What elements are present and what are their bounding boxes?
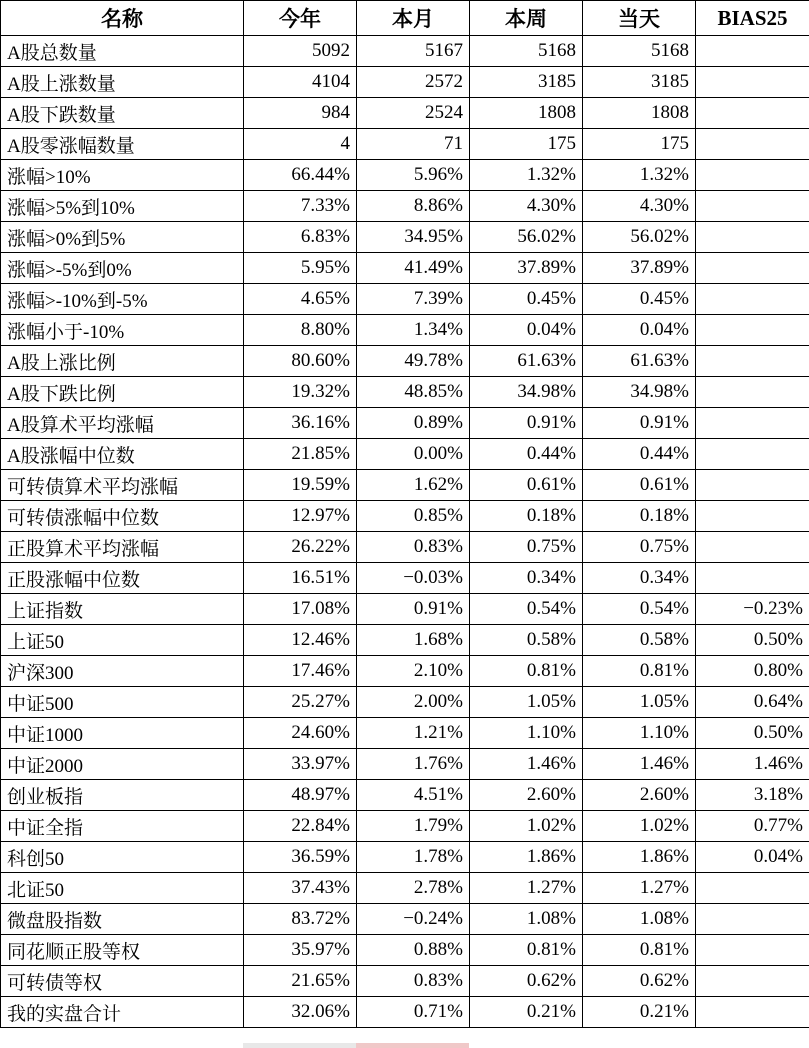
table-row xyxy=(1,67,809,98)
value-cell[interactable] xyxy=(696,284,809,315)
value-cell[interactable] xyxy=(696,470,809,501)
table-row xyxy=(1,439,809,470)
table-row xyxy=(1,594,809,625)
column-header-today[interactable]: 当天 xyxy=(583,1,696,36)
value-cell[interactable]: 4.51% xyxy=(357,780,470,811)
value-cell[interactable] xyxy=(696,501,809,532)
value-cell[interactable] xyxy=(696,904,809,935)
row-label-cell[interactable]: A股下跌数量 xyxy=(1,98,244,129)
value-cell[interactable]: 1.46% xyxy=(583,749,696,780)
value-cell[interactable] xyxy=(696,253,809,284)
column-header-ytd[interactable]: 今年 xyxy=(244,1,357,36)
value-cell[interactable]: 71 xyxy=(357,129,470,160)
table-row xyxy=(1,687,809,718)
value-cell[interactable]: 1.05% xyxy=(583,687,696,718)
table-row xyxy=(1,501,809,532)
value-cell[interactable] xyxy=(696,36,809,67)
value-cell[interactable]: 2.60% xyxy=(583,780,696,811)
value-cell[interactable]: 1.76% xyxy=(357,749,470,780)
value-cell[interactable] xyxy=(696,67,809,98)
value-cell[interactable]: 0.45% xyxy=(470,284,583,315)
value-cell[interactable]: 19.32% xyxy=(244,377,357,408)
value-cell[interactable]: 0.18% xyxy=(470,501,583,532)
table-row xyxy=(1,563,809,594)
value-cell[interactable]: 1.34% xyxy=(357,315,470,346)
value-cell[interactable]: 1.02% xyxy=(470,811,583,842)
row-label-cell[interactable]: 涨幅>-10%到-5% xyxy=(1,284,244,315)
value-cell[interactable]: 0.61% xyxy=(470,470,583,501)
value-cell[interactable]: 175 xyxy=(470,129,583,160)
value-cell[interactable]: 17.08% xyxy=(244,594,357,625)
row-label-cell[interactable]: 上证50 xyxy=(1,625,244,656)
row-label-cell[interactable]: 涨幅>0%到5% xyxy=(1,222,244,253)
value-cell[interactable]: 8.80% xyxy=(244,315,357,346)
value-cell[interactable]: 37.43% xyxy=(244,873,357,904)
value-cell[interactable]: 21.65% xyxy=(244,966,357,997)
value-cell[interactable]: 61.63% xyxy=(583,346,696,377)
value-cell[interactable] xyxy=(696,191,809,222)
value-cell[interactable]: 0.81% xyxy=(583,935,696,966)
value-cell[interactable]: 5.96% xyxy=(357,160,470,191)
value-cell[interactable]: 26.22% xyxy=(244,532,357,563)
value-cell[interactable]: 4.30% xyxy=(470,191,583,222)
row-label-cell[interactable]: A股零涨幅数量 xyxy=(1,129,244,160)
value-cell[interactable]: 0.04% xyxy=(583,315,696,346)
column-header-month[interactable]: 本月 xyxy=(357,1,470,36)
value-cell[interactable]: 5168 xyxy=(583,36,696,67)
table-row xyxy=(1,284,809,315)
value-cell[interactable]: 2.78% xyxy=(357,873,470,904)
value-cell[interactable]: 0.58% xyxy=(470,625,583,656)
row-label-cell[interactable]: 涨幅>5%到10% xyxy=(1,191,244,222)
value-cell[interactable]: 0.77% xyxy=(696,811,809,842)
value-cell[interactable] xyxy=(696,935,809,966)
value-cell[interactable]: 0.83% xyxy=(357,532,470,563)
value-cell[interactable]: 0.83% xyxy=(357,966,470,997)
value-cell[interactable]: 2524 xyxy=(357,98,470,129)
value-cell[interactable]: 34.98% xyxy=(470,377,583,408)
value-cell[interactable]: 0.80% xyxy=(696,656,809,687)
value-cell[interactable]: 36.16% xyxy=(244,408,357,439)
value-cell[interactable]: 0.04% xyxy=(696,842,809,873)
value-cell[interactable]: 61.63% xyxy=(470,346,583,377)
value-cell[interactable]: 2572 xyxy=(357,67,470,98)
value-cell[interactable] xyxy=(696,129,809,160)
table-row xyxy=(1,656,809,687)
table-row xyxy=(1,129,809,160)
table-row xyxy=(1,904,809,935)
value-cell[interactable]: 1.86% xyxy=(583,842,696,873)
table-row xyxy=(1,315,809,346)
value-cell[interactable]: 4 xyxy=(244,129,357,160)
value-cell[interactable]: 49.78% xyxy=(357,346,470,377)
value-cell[interactable]: 3185 xyxy=(583,67,696,98)
table-row xyxy=(1,780,809,811)
value-cell[interactable]: 41.49% xyxy=(357,253,470,284)
value-cell[interactable]: 33.97% xyxy=(244,749,357,780)
value-cell[interactable]: 0.85% xyxy=(357,501,470,532)
value-cell[interactable]: 1.10% xyxy=(583,718,696,749)
value-cell[interactable]: 175 xyxy=(583,129,696,160)
value-cell[interactable]: 0.75% xyxy=(583,532,696,563)
value-cell[interactable]: 0.81% xyxy=(470,656,583,687)
table-row xyxy=(1,377,809,408)
value-cell[interactable]: 7.39% xyxy=(357,284,470,315)
value-cell[interactable]: 0.44% xyxy=(470,439,583,470)
row-label-cell[interactable]: A股总数量 xyxy=(1,36,244,67)
table-row xyxy=(1,532,809,563)
table-row xyxy=(1,36,809,67)
value-cell[interactable]: 0.91% xyxy=(470,408,583,439)
value-cell[interactable]: 1.62% xyxy=(357,470,470,501)
row-label-cell[interactable]: 上证指数 xyxy=(1,594,244,625)
table-row xyxy=(1,98,809,129)
value-cell[interactable]: 1.05% xyxy=(470,687,583,718)
value-cell[interactable] xyxy=(696,966,809,997)
value-cell[interactable]: 22.84% xyxy=(244,811,357,842)
value-cell[interactable]: 4.30% xyxy=(583,191,696,222)
value-cell[interactable]: 0.75% xyxy=(470,532,583,563)
value-cell[interactable]: 0.18% xyxy=(583,501,696,532)
value-cell[interactable]: 3185 xyxy=(470,67,583,98)
value-cell[interactable]: 0.34% xyxy=(470,563,583,594)
row-label-cell[interactable]: 沪深300 xyxy=(1,656,244,687)
table-row xyxy=(1,191,809,222)
table-row xyxy=(1,811,809,842)
value-cell[interactable]: 6.83% xyxy=(244,222,357,253)
value-cell[interactable]: 1.46% xyxy=(696,749,809,780)
column-header-bias25[interactable]: BIAS25 xyxy=(696,1,809,36)
value-cell[interactable]: 0.50% xyxy=(696,625,809,656)
value-cell[interactable]: 17.46% xyxy=(244,656,357,687)
value-cell[interactable]: 7.33% xyxy=(244,191,357,222)
value-cell[interactable]: 5167 xyxy=(357,36,470,67)
value-cell[interactable]: 0.58% xyxy=(583,625,696,656)
row-label-cell[interactable]: 中证500 xyxy=(1,687,244,718)
value-cell[interactable]: 36.59% xyxy=(244,842,357,873)
row-label-cell[interactable]: 可转债等权 xyxy=(1,966,244,997)
value-cell[interactable]: 2.10% xyxy=(357,656,470,687)
value-cell[interactable]: 1.86% xyxy=(470,842,583,873)
value-cell[interactable]: 0.88% xyxy=(357,935,470,966)
value-cell[interactable]: 56.02% xyxy=(583,222,696,253)
value-cell[interactable] xyxy=(696,98,809,129)
value-cell[interactable] xyxy=(696,997,809,1028)
value-cell[interactable]: 4104 xyxy=(244,67,357,98)
row-label-cell[interactable]: 微盘股指数 xyxy=(1,904,244,935)
value-cell[interactable]: 0.04% xyxy=(470,315,583,346)
value-cell[interactable]: 1.27% xyxy=(470,873,583,904)
value-cell[interactable]: 1.78% xyxy=(357,842,470,873)
value-cell[interactable]: 0.91% xyxy=(583,408,696,439)
table-row xyxy=(1,160,809,191)
table-row xyxy=(1,842,809,873)
table-header-row xyxy=(1,1,809,36)
value-cell[interactable]: −0.03% xyxy=(357,563,470,594)
value-cell[interactable]: 25.27% xyxy=(244,687,357,718)
table-row xyxy=(1,997,809,1028)
value-cell[interactable]: 8.86% xyxy=(357,191,470,222)
column-header-week[interactable]: 本周 xyxy=(470,1,583,36)
value-cell[interactable]: 1.02% xyxy=(583,811,696,842)
row-label-cell[interactable]: 创业板指 xyxy=(1,780,244,811)
table-row xyxy=(1,749,809,780)
value-cell[interactable]: 48.85% xyxy=(357,377,470,408)
value-cell[interactable] xyxy=(696,439,809,470)
value-cell[interactable]: 1.21% xyxy=(357,718,470,749)
row-label-cell[interactable]: 科创50 xyxy=(1,842,244,873)
value-cell[interactable]: 1.08% xyxy=(470,904,583,935)
row-label-cell[interactable]: 可转债算术平均涨幅 xyxy=(1,470,244,501)
value-cell[interactable]: 24.60% xyxy=(244,718,357,749)
row-label-cell[interactable]: 正股涨幅中位数 xyxy=(1,563,244,594)
row-label-cell[interactable]: 北证50 xyxy=(1,873,244,904)
table-row xyxy=(1,718,809,749)
value-cell[interactable] xyxy=(696,377,809,408)
footer-bar-left xyxy=(243,1043,356,1048)
value-cell[interactable]: 83.72% xyxy=(244,904,357,935)
value-cell[interactable]: 0.91% xyxy=(357,594,470,625)
value-cell[interactable] xyxy=(696,222,809,253)
value-cell[interactable]: 4.65% xyxy=(244,284,357,315)
row-label-cell[interactable]: A股上涨比例 xyxy=(1,346,244,377)
value-cell[interactable]: 35.97% xyxy=(244,935,357,966)
value-cell[interactable]: 1.32% xyxy=(583,160,696,191)
table-row xyxy=(1,966,809,997)
value-cell[interactable]: 1.68% xyxy=(357,625,470,656)
row-label-cell[interactable]: 涨幅>10% xyxy=(1,160,244,191)
value-cell[interactable]: 0.62% xyxy=(583,966,696,997)
value-cell[interactable]: 19.59% xyxy=(244,470,357,501)
value-cell[interactable]: 37.89% xyxy=(470,253,583,284)
row-label-cell[interactable]: 中证全指 xyxy=(1,811,244,842)
value-cell[interactable]: 1808 xyxy=(583,98,696,129)
value-cell[interactable]: 5168 xyxy=(470,36,583,67)
value-cell[interactable]: 12.46% xyxy=(244,625,357,656)
value-cell[interactable]: 0.64% xyxy=(696,687,809,718)
table-row xyxy=(1,470,809,501)
value-cell[interactable]: 0.21% xyxy=(470,997,583,1028)
row-label-cell[interactable]: A股涨幅中位数 xyxy=(1,439,244,470)
value-cell[interactable]: 37.89% xyxy=(583,253,696,284)
table-row xyxy=(1,935,809,966)
value-cell[interactable]: 66.44% xyxy=(244,160,357,191)
row-label-cell[interactable]: A股上涨数量 xyxy=(1,67,244,98)
table-row xyxy=(1,625,809,656)
value-cell[interactable]: 0.50% xyxy=(696,718,809,749)
value-cell[interactable]: 5092 xyxy=(244,36,357,67)
table-row xyxy=(1,873,809,904)
value-cell[interactable]: 0.54% xyxy=(470,594,583,625)
value-cell[interactable]: 34.95% xyxy=(357,222,470,253)
value-cell[interactable]: 0.34% xyxy=(583,563,696,594)
value-cell[interactable]: 21.85% xyxy=(244,439,357,470)
value-cell[interactable]: 48.97% xyxy=(244,780,357,811)
row-label-cell[interactable]: A股下跌比例 xyxy=(1,377,244,408)
value-cell[interactable]: 984 xyxy=(244,98,357,129)
row-label-cell[interactable]: 涨幅小于-10% xyxy=(1,315,244,346)
row-label-cell[interactable]: 涨幅>-5%到0% xyxy=(1,253,244,284)
value-cell[interactable]: 0.21% xyxy=(583,997,696,1028)
row-label-cell[interactable]: 同花顺正股等权 xyxy=(1,935,244,966)
value-cell[interactable] xyxy=(696,160,809,191)
value-cell[interactable]: 0.44% xyxy=(583,439,696,470)
value-cell[interactable]: 1.27% xyxy=(583,873,696,904)
value-cell[interactable]: 3.18% xyxy=(696,780,809,811)
value-cell[interactable]: 1.32% xyxy=(470,160,583,191)
value-cell[interactable]: −0.24% xyxy=(357,904,470,935)
value-cell[interactable]: 2.60% xyxy=(470,780,583,811)
column-header-name[interactable]: 名称 xyxy=(1,1,244,36)
value-cell[interactable]: 1.79% xyxy=(357,811,470,842)
row-label-cell[interactable]: 中证1000 xyxy=(1,718,244,749)
value-cell[interactable]: 34.98% xyxy=(583,377,696,408)
value-cell[interactable]: 16.51% xyxy=(244,563,357,594)
value-cell[interactable]: 0.45% xyxy=(583,284,696,315)
value-cell[interactable]: 80.60% xyxy=(244,346,357,377)
value-cell[interactable]: 1.08% xyxy=(583,904,696,935)
value-cell[interactable]: 5.95% xyxy=(244,253,357,284)
table-row xyxy=(1,346,809,377)
footer-bar-mid xyxy=(356,1043,469,1048)
value-cell[interactable]: 0.81% xyxy=(470,935,583,966)
value-cell[interactable]: 1808 xyxy=(470,98,583,129)
value-cell[interactable] xyxy=(696,346,809,377)
value-cell[interactable]: 1.10% xyxy=(470,718,583,749)
row-label-cell[interactable]: A股算术平均涨幅 xyxy=(1,408,244,439)
value-cell[interactable] xyxy=(696,563,809,594)
value-cell[interactable]: 1.46% xyxy=(470,749,583,780)
value-cell[interactable]: 0.00% xyxy=(357,439,470,470)
row-label-cell[interactable]: 可转债涨幅中位数 xyxy=(1,501,244,532)
value-cell[interactable]: 0.54% xyxy=(583,594,696,625)
value-cell[interactable]: −0.23% xyxy=(696,594,809,625)
value-cell[interactable]: 0.61% xyxy=(583,470,696,501)
row-label-cell[interactable]: 正股算术平均涨幅 xyxy=(1,532,244,563)
value-cell[interactable]: 56.02% xyxy=(470,222,583,253)
value-cell[interactable] xyxy=(696,315,809,346)
value-cell[interactable]: 2.00% xyxy=(357,687,470,718)
table-row xyxy=(1,253,809,284)
value-cell[interactable] xyxy=(696,532,809,563)
table-row xyxy=(1,222,809,253)
value-cell[interactable]: 32.06% xyxy=(244,997,357,1028)
value-cell[interactable]: 0.89% xyxy=(357,408,470,439)
value-cell[interactable] xyxy=(696,873,809,904)
table-row xyxy=(1,408,809,439)
row-label-cell[interactable]: 我的实盘合计 xyxy=(1,997,244,1028)
value-cell[interactable]: 0.62% xyxy=(470,966,583,997)
value-cell[interactable] xyxy=(696,408,809,439)
row-label-cell[interactable]: 中证2000 xyxy=(1,749,244,780)
value-cell[interactable]: 12.97% xyxy=(244,501,357,532)
value-cell[interactable]: 0.71% xyxy=(357,997,470,1028)
value-cell[interactable]: 0.81% xyxy=(583,656,696,687)
